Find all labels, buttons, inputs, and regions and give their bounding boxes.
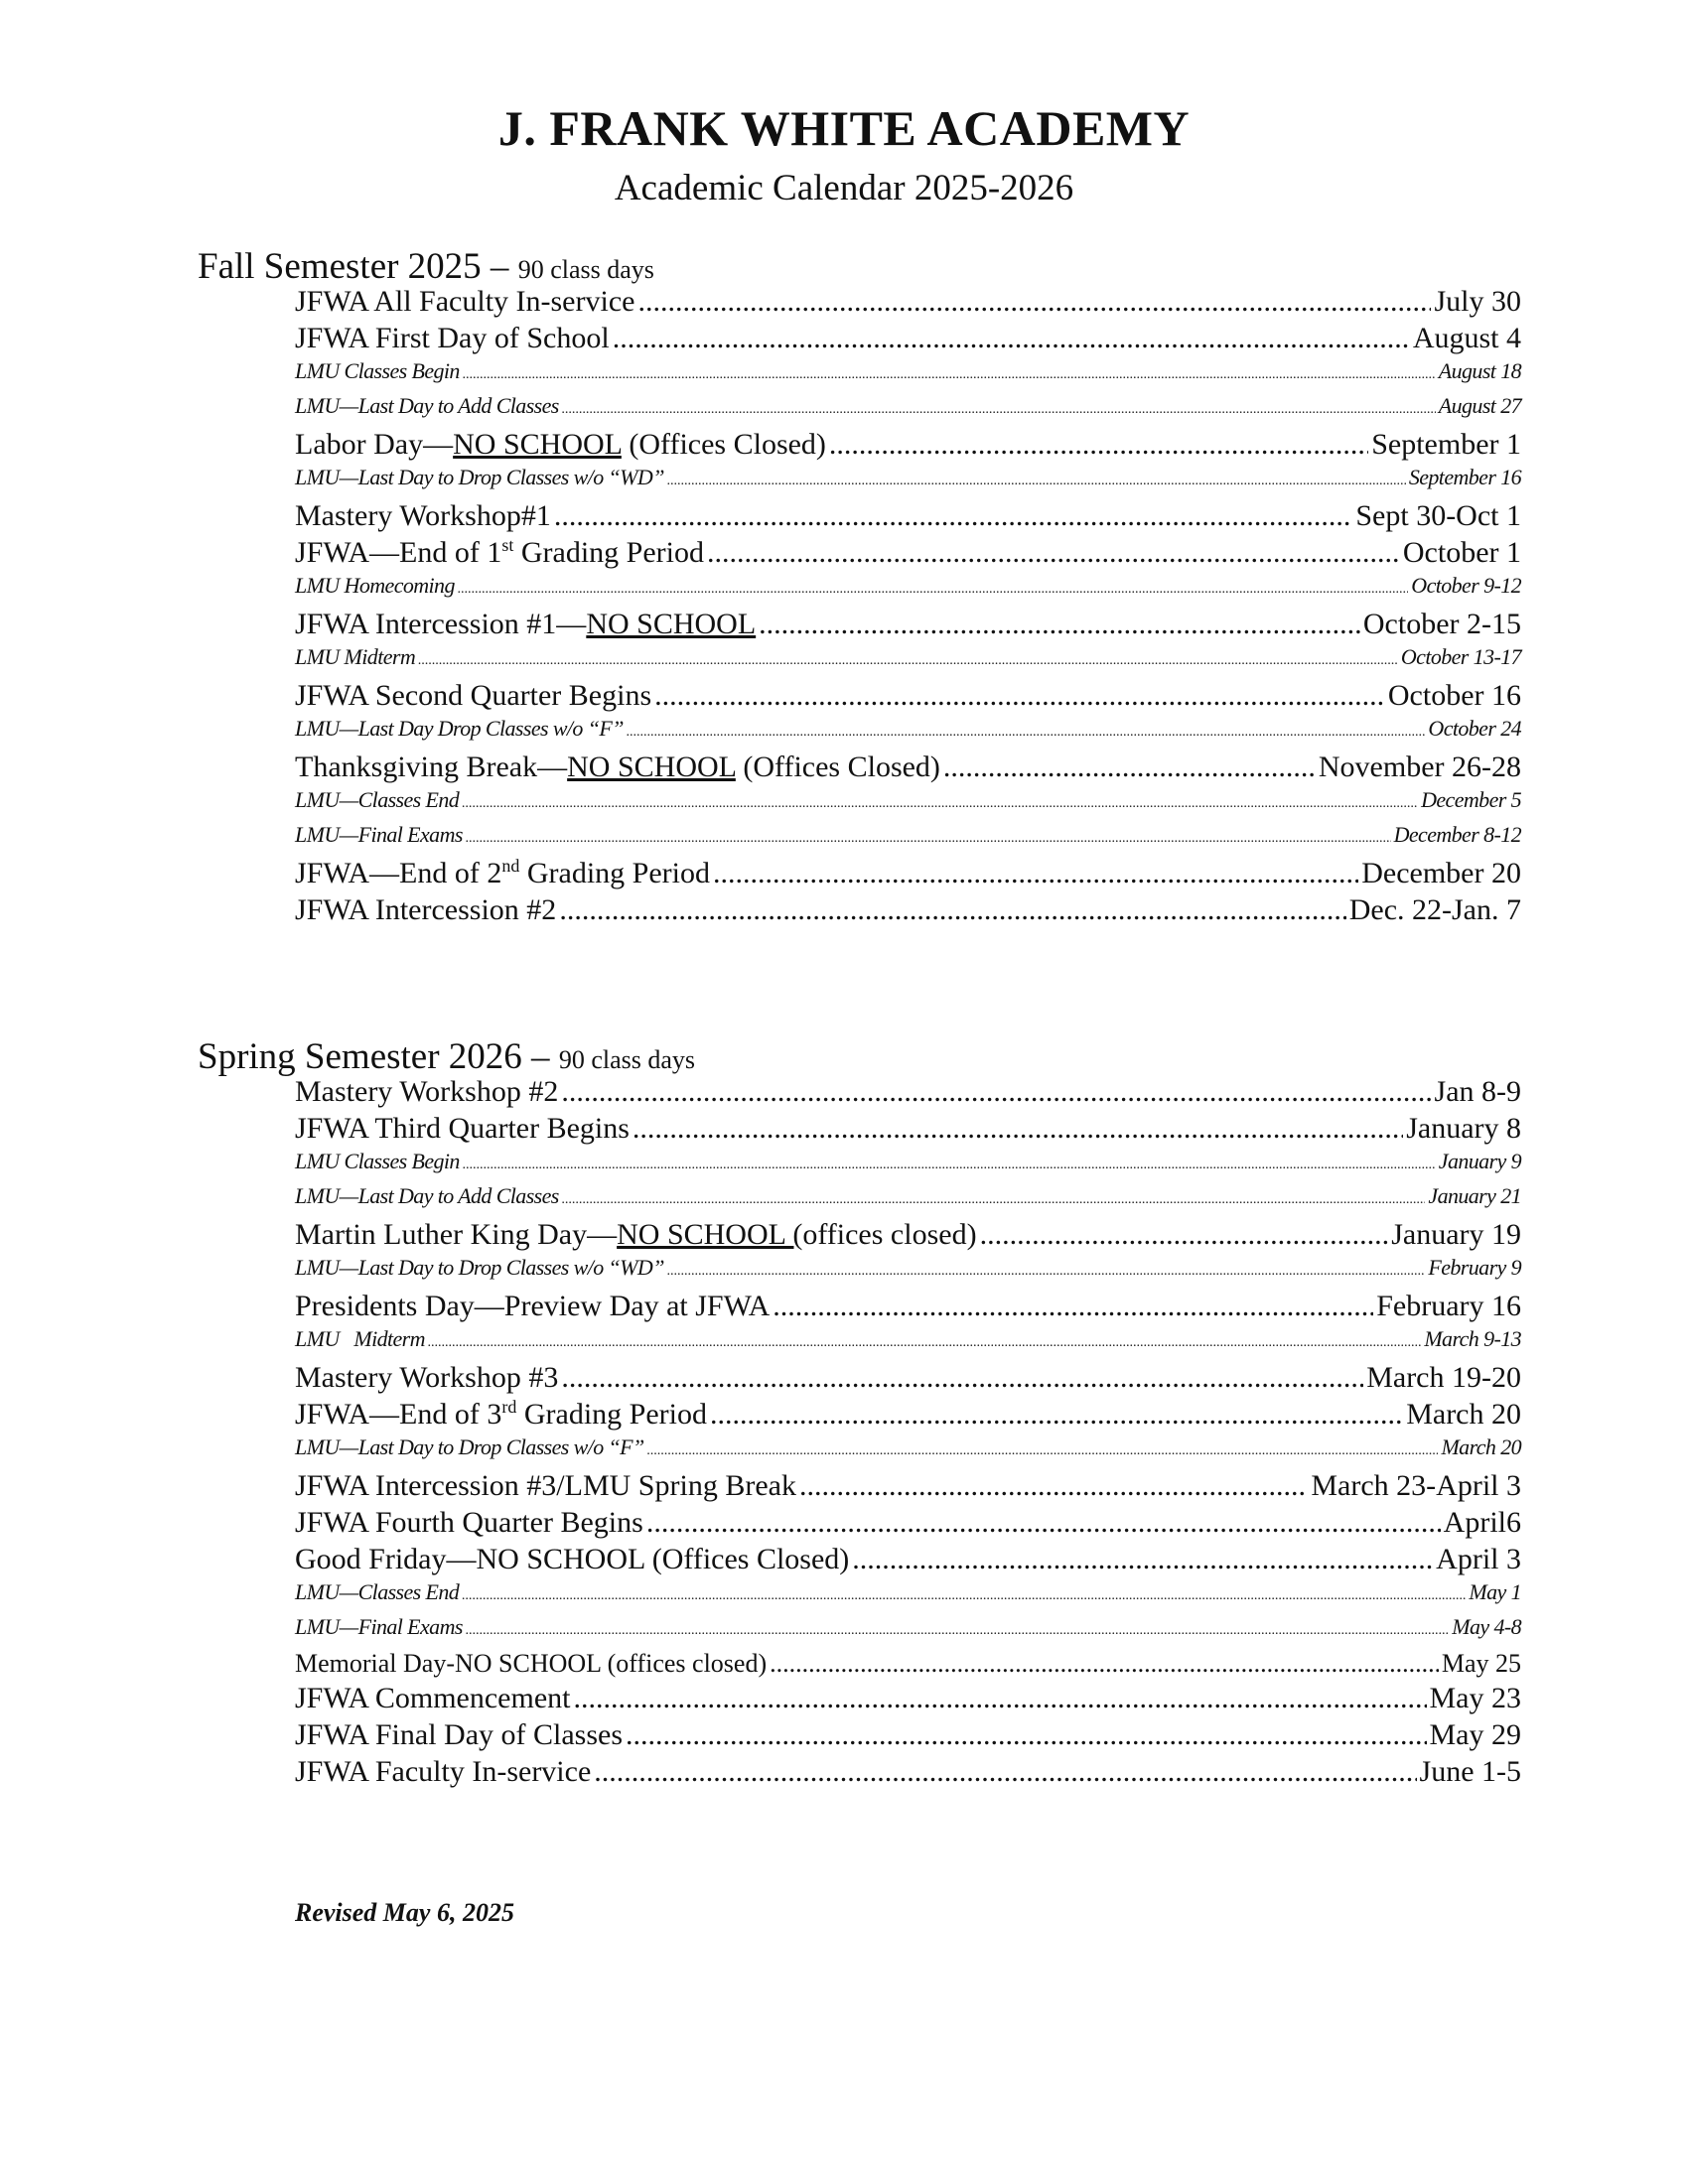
leader-dots (594, 1755, 1416, 1789)
event-date: September 16 (1408, 465, 1521, 489)
event-label-part: JFWA—End of 1 (295, 536, 502, 569)
event-label: LMU—Last Day to Drop Classes w/o “F” (295, 1434, 644, 1459)
event-row (295, 857, 1521, 893)
leader-dots (463, 1158, 1436, 1173)
leader-dots (561, 1361, 1363, 1395)
event-date: May 1 (1469, 1579, 1521, 1604)
event-label: LMU Midterm (295, 644, 416, 669)
event-label: LMU—Last Day to Add Classes (295, 1183, 559, 1208)
event-label-part: JFWA—End of 3 (295, 1398, 502, 1431)
event-date: October 9-12 (1411, 573, 1521, 598)
leader-dots (466, 831, 1391, 847)
event-label: LMU—Final Exams (295, 1614, 463, 1639)
leader-dots (428, 1335, 1421, 1351)
ordinal-suffix: rd (501, 1397, 517, 1417)
event-row (295, 536, 1521, 573)
event-row (295, 1255, 1521, 1290)
event-row (295, 1075, 1521, 1112)
event-label: JFWA First Day of School (295, 322, 610, 354)
fall-semester-heading (198, 245, 654, 288)
event-label: JFWA Third Quarter Begins (295, 1112, 630, 1145)
event-label: Mastery Workshop #3 (295, 1361, 559, 1394)
event-row (295, 679, 1521, 716)
leader-dots (799, 1469, 1308, 1503)
event-date: May 4-8 (1452, 1614, 1521, 1639)
event-date: March 9-13 (1424, 1326, 1521, 1351)
leader-dots (646, 1506, 1441, 1540)
event-label: JFWA All Faculty In-service (295, 285, 635, 318)
no-school-underlined: NO SCHOOL ( (617, 1218, 803, 1251)
leader-dots (561, 1075, 1431, 1109)
event-label: JFWA Fourth Quarter Begins (295, 1506, 643, 1539)
event-label: Mastery Workshop#1 (295, 499, 551, 532)
spring-semester-title: Spring Semester 2026 – (198, 1036, 550, 1077)
event-row (295, 1434, 1521, 1469)
event-date: November 26-28 (1318, 751, 1521, 783)
event-date: October 24 (1428, 716, 1521, 741)
event-label (295, 1398, 707, 1432)
event-label: LMU—Last Day to Drop Classes w/o “WD” (295, 1255, 664, 1280)
ordinal-suffix: nd (501, 856, 520, 876)
leader-dots (554, 499, 1353, 533)
no-school-underlined: NO SCHOOL (453, 428, 622, 461)
event-date: Jan 8-9 (1434, 1075, 1521, 1108)
event-row (295, 1649, 1521, 1682)
event-row (295, 1183, 1521, 1218)
event-date: January 21 (1428, 1183, 1521, 1208)
leader-dots (562, 402, 1436, 418)
event-label: LMU—Classes End (295, 787, 460, 812)
event-label: Good Friday—NO SCHOOL (Offices Closed) (295, 1543, 850, 1575)
event-label: Presidents Day—Preview Day at JFWA (295, 1290, 771, 1322)
event-row (295, 1718, 1521, 1755)
event-date: December 8-12 (1393, 822, 1521, 847)
event-label: JFWA Final Day of Classes (295, 1718, 623, 1751)
event-label-part: Grading Period (516, 1398, 707, 1431)
leader-dots (667, 474, 1406, 489)
leader-dots (829, 428, 1368, 462)
leader-dots (707, 536, 1400, 570)
event-date: August 18 (1438, 358, 1521, 383)
event-date: February 16 (1376, 1290, 1521, 1322)
event-date: October 2-15 (1362, 608, 1521, 640)
event-row (295, 1398, 1521, 1434)
leader-dots (458, 582, 1408, 598)
event-label-part: Thanksgiving Break— (295, 751, 568, 783)
event-label-part: JFWA Intercession #1— (295, 608, 587, 640)
leader-dots (943, 751, 1316, 784)
leader-dots (710, 1398, 1403, 1432)
event-label: LMU—Final Exams (295, 822, 463, 847)
page-title: J. FRANK WHITE ACADEMY (497, 100, 1191, 156)
event-row (295, 428, 1521, 465)
event-row (295, 1755, 1521, 1792)
leader-dots (627, 725, 1426, 741)
event-row (295, 751, 1521, 787)
event-label-part: (Offices Closed) (735, 751, 940, 783)
event-row (295, 1469, 1521, 1506)
leader-dots (466, 1623, 1449, 1639)
event-label (295, 1218, 977, 1252)
spring-semester-heading (198, 1035, 695, 1078)
fall-class-days: 90 class days (517, 255, 654, 284)
leader-dots (626, 1718, 1427, 1752)
event-label: JFWA Faculty In-service (295, 1755, 592, 1788)
event-date: October 1 (1402, 536, 1521, 569)
event-label: LMU—Classes End (295, 1579, 460, 1604)
leader-dots (633, 1112, 1403, 1146)
event-label-part: (Offices Closed) (621, 428, 826, 461)
event-date: March 23-April 3 (1311, 1469, 1521, 1502)
event-row (295, 644, 1521, 679)
event-row (295, 893, 1521, 930)
event-date: January 19 (1391, 1218, 1521, 1251)
event-label: JFWA Commencement (295, 1682, 571, 1714)
leader-dots (759, 608, 1360, 641)
event-row (295, 822, 1521, 857)
event-label (295, 608, 756, 641)
leader-dots (852, 1543, 1433, 1576)
event-date: October 13-17 (1400, 644, 1521, 669)
event-row (295, 1506, 1521, 1543)
event-date: April6 (1443, 1506, 1521, 1539)
leader-dots (613, 322, 1410, 355)
event-date: March 20 (1406, 1398, 1521, 1431)
event-row (295, 322, 1521, 358)
event-label (295, 857, 710, 890)
event-row (295, 1579, 1521, 1614)
event-label: LMU Homecoming (295, 573, 455, 598)
event-label: Memorial Day-NO SCHOOL (offices closed) (295, 1649, 768, 1678)
leader-dots (770, 1649, 1439, 1679)
event-row (295, 1112, 1521, 1149)
event-date: August 4 (1412, 322, 1521, 354)
event-row (295, 1543, 1521, 1579)
page-subtitle: Academic Calendar 2025-2026 (614, 168, 1074, 208)
leader-dots (713, 857, 1358, 890)
event-label: LMU—Last Day to Drop Classes w/o “WD” (295, 465, 664, 489)
event-date: December 20 (1361, 857, 1521, 889)
event-label: Mastery Workshop #2 (295, 1075, 559, 1108)
event-row (295, 716, 1521, 751)
event-date: January 8 (1406, 1112, 1521, 1145)
event-row (295, 1614, 1521, 1649)
event-row (295, 1326, 1521, 1361)
event-label-part: Martin Luther King Day— (295, 1218, 618, 1251)
leader-dots (559, 893, 1345, 927)
event-row (295, 465, 1521, 499)
event-label: LMU Midterm (295, 1326, 425, 1351)
leader-dots (667, 1264, 1426, 1280)
event-label: LMU Classes Begin (295, 358, 460, 383)
leader-dots (573, 1682, 1426, 1715)
event-label: JFWA Second Quarter Begins (295, 679, 652, 712)
event-label (295, 751, 940, 784)
leader-dots (463, 367, 1436, 383)
event-label (295, 536, 704, 570)
event-label-part: Grading Period (519, 857, 710, 889)
event-date: October 16 (1387, 679, 1521, 712)
event-label-part: Labor Day— (295, 428, 454, 461)
leader-dots (980, 1218, 1389, 1252)
event-date: March 20 (1441, 1434, 1521, 1459)
leader-dots (647, 1443, 1439, 1459)
event-label-part: Grading Period (513, 536, 704, 569)
spring-events-list (295, 1075, 1521, 1792)
event-row (295, 358, 1521, 393)
event-date: Dec. 22-Jan. 7 (1348, 893, 1521, 926)
spring-class-days: 90 class days (558, 1045, 696, 1074)
event-row (295, 1682, 1521, 1718)
event-date: September 1 (1371, 428, 1521, 461)
event-row (295, 573, 1521, 608)
no-school-underlined: NO SCHOOL (586, 608, 757, 640)
leader-dots (418, 653, 1398, 669)
event-date: March 19-20 (1366, 1361, 1521, 1394)
event-date: May 23 (1429, 1682, 1521, 1714)
event-label (295, 428, 826, 462)
event-row (295, 499, 1521, 536)
leader-dots (773, 1290, 1373, 1323)
event-row (295, 393, 1521, 428)
event-row (295, 1290, 1521, 1326)
event-date: May 25 (1441, 1649, 1521, 1678)
event-date: January 9 (1438, 1149, 1521, 1173)
event-date: April 3 (1436, 1543, 1521, 1575)
event-date: August 27 (1438, 393, 1521, 418)
leader-dots (462, 1588, 1466, 1604)
fall-semester-title: Fall Semester 2025 – (198, 246, 509, 287)
leader-dots (562, 1192, 1426, 1208)
leader-dots (654, 679, 1385, 713)
event-label: LMU—Last Day to Add Classes (295, 393, 559, 418)
event-label: LMU Classes Begin (295, 1149, 460, 1173)
event-row (295, 608, 1521, 644)
event-label: JFWA Intercession #2 (295, 893, 557, 926)
event-date: June 1-5 (1419, 1755, 1521, 1788)
event-row (295, 1218, 1521, 1255)
event-row (295, 787, 1521, 822)
event-date: February 9 (1428, 1255, 1521, 1280)
event-date: December 5 (1421, 787, 1521, 812)
event-date: Sept 30-Oct 1 (1355, 499, 1521, 532)
event-label-part: JFWA—End of 2 (295, 857, 502, 889)
event-date: May 29 (1429, 1718, 1521, 1751)
leader-dots (462, 796, 1418, 812)
ordinal-suffix: st (501, 535, 514, 555)
event-row (295, 285, 1521, 322)
leader-dots (637, 285, 1431, 319)
revised-date-note: Revised May 6, 2025 (295, 1898, 514, 1927)
event-label: LMU—Last Day Drop Classes w/o “F” (295, 716, 624, 741)
event-label: JFWA Intercession #3/LMU Spring Break (295, 1469, 796, 1502)
event-row (295, 1361, 1521, 1398)
no-school-underlined: NO SCHOOL (567, 751, 736, 783)
event-label-part: offices closed) (802, 1218, 977, 1251)
fall-events-list (295, 285, 1521, 930)
event-date: July 30 (1434, 285, 1521, 318)
event-row (295, 1149, 1521, 1183)
